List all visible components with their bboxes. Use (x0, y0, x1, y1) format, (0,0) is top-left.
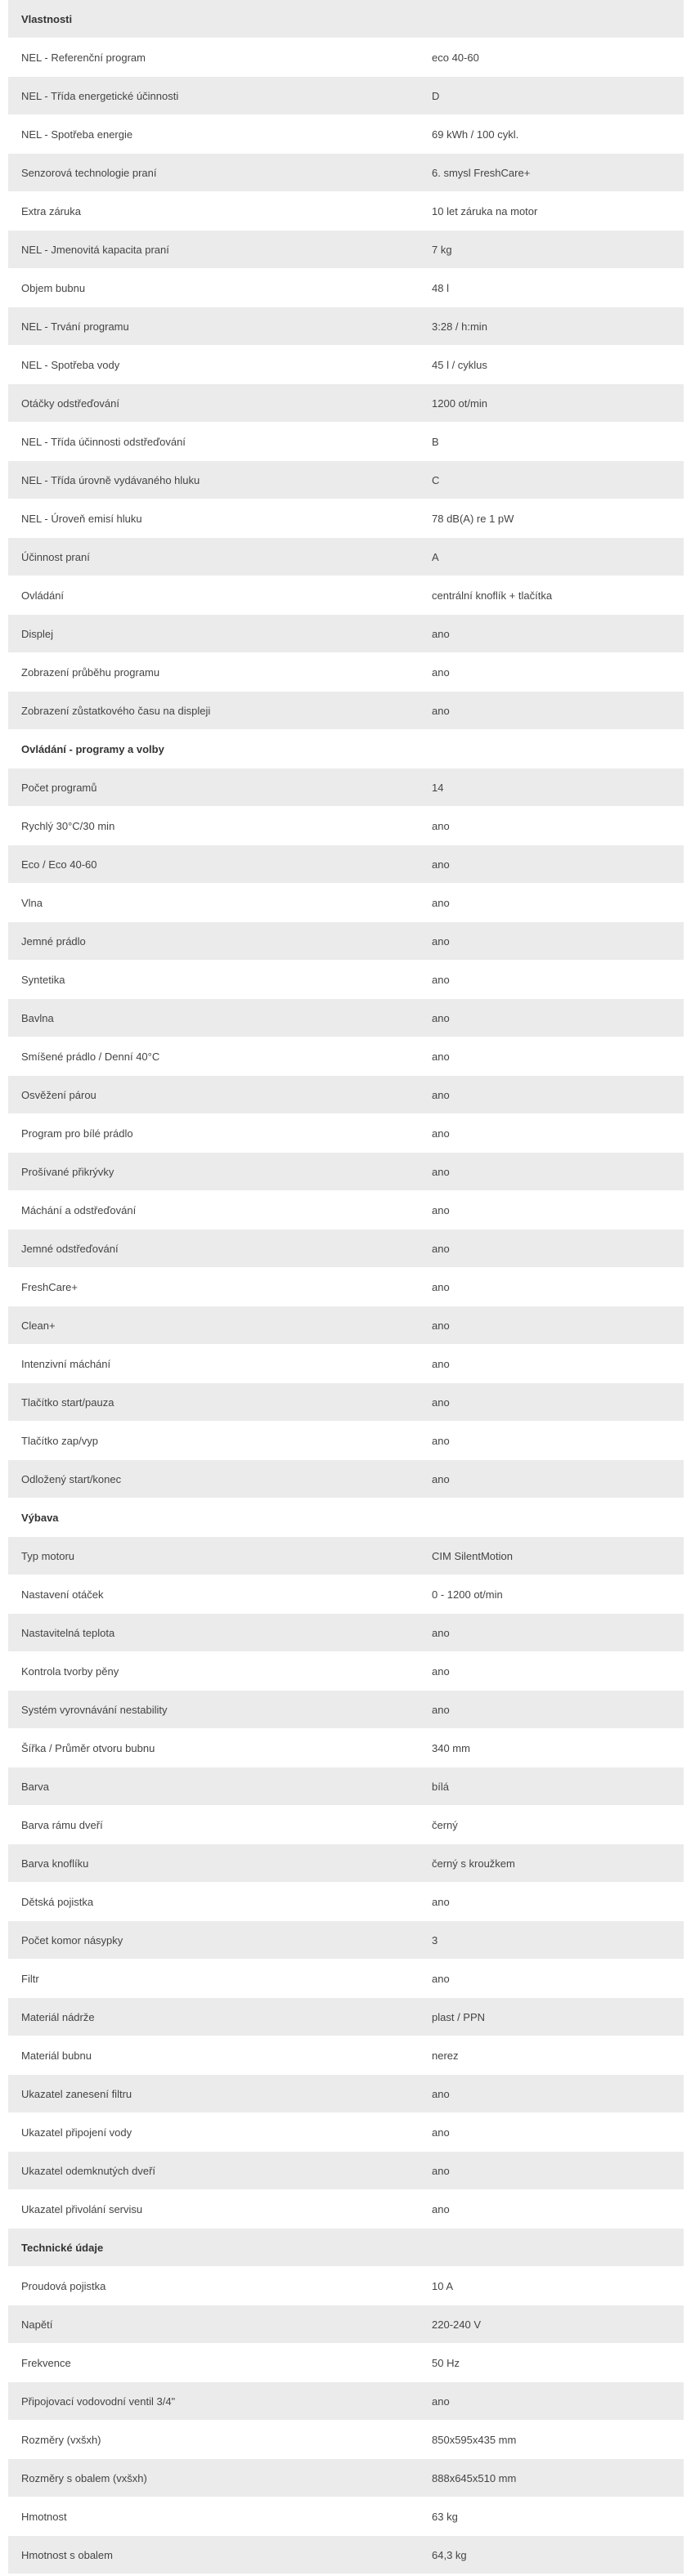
spec-value: ano (432, 819, 450, 832)
spec-label: Objem bubnu (21, 281, 86, 294)
spec-label: Ukazatel odemknutých dveří (21, 2164, 156, 2177)
spec-row (8, 1191, 684, 1230)
spec-value: 220-240 V (432, 2318, 481, 2331)
spec-row (8, 423, 684, 461)
spec-label: Počet programů (21, 781, 97, 794)
spec-row (8, 2113, 684, 2152)
section-title: Výbava (21, 1511, 59, 1524)
spec-row (8, 1883, 684, 1921)
spec-row (8, 1729, 684, 1767)
spec-row (8, 1460, 684, 1499)
spec-row (8, 1153, 684, 1191)
spec-row (8, 538, 684, 576)
spec-value: ano (432, 2395, 450, 2408)
spec-value: centrální knoflík + tlačítka (432, 589, 553, 602)
spec-row (8, 768, 684, 807)
spec-value: bílá (432, 1780, 449, 1793)
spec-value: 6. smysl FreshCare+ (432, 166, 531, 179)
spec-label: NEL - Trvání programu (21, 320, 129, 333)
spec-value: ano (432, 1357, 450, 1370)
spec-row (8, 1230, 684, 1268)
spec-value: ano (432, 1396, 450, 1409)
section-title: Vlastnosti (21, 12, 73, 25)
spec-value: ano (432, 1280, 450, 1293)
spec-value: ano (432, 1972, 450, 1985)
spec-label: Zobrazení průběhu programu (21, 665, 160, 679)
spec-value: ano (432, 934, 450, 948)
spec-value: 850x595x435 mm (432, 2433, 517, 2446)
spec-row (8, 1691, 684, 1729)
spec-row (8, 346, 684, 384)
spec-row (8, 845, 684, 884)
spec-row (8, 961, 684, 999)
spec-value: 0 - 1200 ot/min (432, 1588, 503, 1601)
spec-value: 78 dB(A) re 1 pW (432, 512, 514, 525)
spec-row (8, 999, 684, 1037)
spec-table (8, 0, 684, 2574)
spec-label: NEL - Třída úrovně vydávaného hluku (21, 473, 200, 486)
spec-label: Syntetika (21, 973, 65, 986)
spec-label: Šířka / Průměr otvoru bubnu (21, 1741, 155, 1754)
spec-value: ano (432, 858, 450, 871)
spec-label: Nastavitelná teplota (21, 1626, 115, 1639)
spec-row (8, 1652, 684, 1691)
spec-value: ano (432, 627, 450, 640)
section-title: Ovládání - programy a volby (21, 742, 164, 755)
section-header (8, 1499, 684, 1537)
spec-value: ano (432, 1434, 450, 1447)
spec-label: Rozměry (vxšxh) (21, 2433, 101, 2446)
spec-label: Ukazatel přivolání servisu (21, 2202, 143, 2215)
spec-row (8, 384, 684, 423)
spec-label: NEL - Jmenovitá kapacita praní (21, 243, 169, 256)
spec-label: Prošívané přikrývky (21, 1165, 114, 1178)
spec-row (8, 1998, 684, 2036)
spec-row (8, 154, 684, 192)
spec-label: Otáčky odstřeďování (21, 396, 119, 410)
spec-label: Rychlý 30°C/30 min (21, 819, 115, 832)
spec-label: Ukazatel zanesení filtru (21, 2087, 132, 2100)
spec-label: Napětí (21, 2318, 53, 2331)
spec-label: Barva knoflíku (21, 1857, 89, 1870)
spec-row (8, 692, 684, 730)
spec-label: Proudová pojistka (21, 2279, 106, 2292)
spec-label: Máchání a odstřeďování (21, 1203, 137, 1216)
spec-row (8, 1076, 684, 1114)
spec-label: Nastavení otáček (21, 1588, 104, 1601)
spec-label: Jemné odstřeďování (21, 1242, 119, 1255)
spec-row (8, 1306, 684, 1345)
spec-label: Zobrazení zůstatkového času na displeji (21, 704, 211, 717)
spec-value: ano (432, 1088, 450, 1101)
spec-value: 64,3 kg (432, 2548, 467, 2561)
spec-row (8, 1806, 684, 1844)
spec-label: Odložený start/konec (21, 1472, 122, 1485)
spec-label: NEL - Spotřeba energie (21, 128, 133, 141)
spec-value: 10 A (432, 2279, 454, 2292)
spec-row (8, 1114, 684, 1153)
spec-value: ano (432, 704, 450, 717)
spec-label: Dětská pojistka (21, 1895, 94, 1908)
spec-label: Program pro bílé prádlo (21, 1127, 133, 1140)
spec-row (8, 884, 684, 922)
spec-value: 3 (432, 1933, 438, 1947)
spec-value: A (432, 550, 439, 563)
spec-label: Displej (21, 627, 54, 640)
spec-label: Hmotnost s obalem (21, 2548, 113, 2561)
spec-value: ano (432, 896, 450, 909)
spec-row (8, 2498, 684, 2536)
spec-row (8, 1537, 684, 1575)
spec-row (8, 307, 684, 346)
spec-value: černý s kroužkem (432, 1857, 515, 1870)
spec-row (8, 2305, 684, 2344)
spec-value: 48 l (432, 281, 449, 294)
spec-label: Systém vyrovnávání nestability (21, 1703, 168, 1716)
spec-label: Ovládání (21, 589, 65, 602)
spec-value: ano (432, 1664, 450, 1678)
spec-row (8, 269, 684, 307)
spec-label: Rozměry s obalem (vxšxh) (21, 2471, 147, 2484)
spec-value: D (432, 89, 440, 102)
spec-value: 1200 ot/min (432, 396, 487, 410)
spec-label: Smíšené prádlo / Denní 40°C (21, 1050, 160, 1063)
spec-label: Kontrola tvorby pěny (21, 1664, 119, 1678)
spec-value: ano (432, 1895, 450, 1908)
spec-label: Jemné prádlo (21, 934, 86, 948)
spec-value: plast / PPN (432, 2010, 486, 2023)
spec-label: Intenzivní máchání (21, 1357, 111, 1370)
spec-value: ano (432, 2202, 450, 2215)
spec-row (8, 1921, 684, 1960)
spec-row (8, 2267, 684, 2305)
spec-row (8, 1422, 684, 1460)
spec-row (8, 1960, 684, 1998)
spec-row (8, 38, 684, 77)
spec-row (8, 1037, 684, 1076)
spec-row (8, 1767, 684, 1806)
spec-row (8, 231, 684, 269)
spec-value: B (432, 435, 439, 448)
spec-value: ano (432, 2087, 450, 2100)
spec-value: černý (432, 1818, 458, 1831)
spec-row (8, 1383, 684, 1422)
spec-row (8, 2459, 684, 2498)
spec-label: NEL - Úroveň emisí hluku (21, 512, 142, 525)
spec-value: CIM SilentMotion (432, 1549, 513, 1562)
spec-row (8, 2036, 684, 2075)
spec-row (8, 2152, 684, 2190)
spec-value: ano (432, 1050, 450, 1063)
spec-row (8, 2344, 684, 2382)
spec-label: Bavlna (21, 1011, 54, 1024)
spec-row (8, 1345, 684, 1383)
spec-value: 10 let záruka na motor (432, 204, 538, 217)
spec-value: ano (432, 665, 450, 679)
spec-label: NEL - Třída energetické účinnosti (21, 89, 179, 102)
spec-label: Barva rámu dveří (21, 1818, 103, 1831)
spec-value: ano (432, 1626, 450, 1639)
spec-label: Tlačítko start/pauza (21, 1396, 114, 1409)
spec-label: FreshCare+ (21, 1280, 78, 1293)
spec-row (8, 461, 684, 500)
spec-row (8, 192, 684, 231)
spec-label: Materiál nádrže (21, 2010, 95, 2023)
spec-row (8, 1268, 684, 1306)
spec-label: Počet komor násypky (21, 1933, 123, 1947)
spec-value: 63 kg (432, 2510, 458, 2523)
spec-value: ano (432, 2126, 450, 2139)
spec-row (8, 2382, 684, 2421)
spec-value: 50 Hz (432, 2356, 460, 2369)
spec-label: Ukazatel připojení vody (21, 2126, 132, 2139)
spec-row (8, 500, 684, 538)
spec-value: eco 40-60 (432, 51, 479, 64)
spec-label: Připojovací vodovodní ventil 3/4" (21, 2395, 176, 2408)
spec-value: C (432, 473, 440, 486)
spec-label: NEL - Třída účinnosti odstřeďování (21, 435, 186, 448)
spec-value: 45 l / cyklus (432, 358, 487, 371)
section-title: Technické údaje (21, 2241, 104, 2254)
spec-row (8, 1614, 684, 1652)
spec-value: ano (432, 1703, 450, 1716)
spec-value: 3:28 / h:min (432, 320, 487, 333)
spec-label: Senzorová technologie praní (21, 166, 157, 179)
spec-label: Typ motoru (21, 1549, 75, 1562)
spec-value: ano (432, 1242, 450, 1255)
spec-value: ano (432, 1127, 450, 1140)
spec-row (8, 807, 684, 845)
spec-row (8, 576, 684, 615)
spec-row (8, 615, 684, 653)
spec-value: ano (432, 1319, 450, 1332)
spec-value: 69 kWh / 100 cykl. (432, 128, 519, 141)
spec-row (8, 1844, 684, 1883)
spec-value: 7 kg (432, 243, 452, 256)
spec-label: Extra záruka (21, 204, 81, 217)
spec-row (8, 2075, 684, 2113)
spec-label: Osvěžení párou (21, 1088, 96, 1101)
spec-value: ano (432, 1165, 450, 1178)
spec-row (8, 1575, 684, 1614)
spec-label: Účinnost praní (21, 550, 90, 563)
spec-row (8, 2536, 684, 2574)
spec-label: Hmotnost (21, 2510, 67, 2523)
spec-value: ano (432, 1011, 450, 1024)
spec-label: Clean+ (21, 1319, 56, 1332)
spec-value: ano (432, 973, 450, 986)
spec-row (8, 2421, 684, 2459)
spec-value: ano (432, 1472, 450, 1485)
spec-row (8, 922, 684, 961)
spec-value: ano (432, 2164, 450, 2177)
section-header (8, 0, 684, 38)
spec-label: Materiál bubnu (21, 2049, 92, 2062)
spec-row (8, 653, 684, 692)
section-header (8, 730, 684, 768)
spec-value: 888x645x510 mm (432, 2471, 517, 2484)
spec-label: Vlna (21, 896, 43, 909)
spec-row (8, 115, 684, 154)
section-header (8, 2229, 684, 2267)
spec-label: Eco / Eco 40-60 (21, 858, 97, 871)
spec-value: 340 mm (432, 1741, 470, 1754)
spec-label: Tlačítko zap/vyp (21, 1434, 98, 1447)
spec-value: 14 (432, 781, 444, 794)
spec-label: Frekvence (21, 2356, 71, 2369)
spec-label: Barva (21, 1780, 49, 1793)
spec-row (8, 2190, 684, 2229)
spec-label: NEL - Referenční program (21, 51, 146, 64)
spec-label: Filtr (21, 1972, 39, 1985)
spec-label: NEL - Spotřeba vody (21, 358, 120, 371)
spec-value: nerez (432, 2049, 459, 2062)
spec-row (8, 77, 684, 115)
spec-value: ano (432, 1203, 450, 1216)
